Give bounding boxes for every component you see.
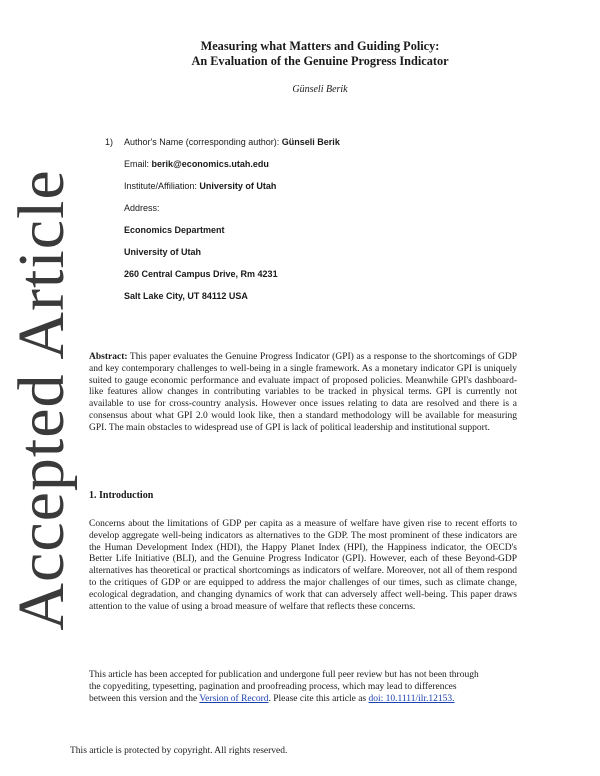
author-name-value: Günseli Berik — [281, 137, 340, 147]
abstract-paragraph — [89, 352, 517, 435]
copyright-footer: This article is protected by copyright. All rights reserved. — [70, 746, 288, 756]
email-line — [124, 158, 544, 170]
author-name-label: Author's Name (corresponding author): — [124, 137, 282, 147]
abstract-label: Abstract: — [89, 352, 128, 362]
watermark-text: Accepted Article — [5, 169, 78, 631]
affiliation-value: University of Utah — [199, 181, 277, 191]
introduction-paragraph: Concerns about the limitations of GDP per capita as a measure of welfare have given rise to recent efforts to develop aggregate well-being indicators as alternatives to the GDP. The most prominent of these indicators are the Human Development Index (HDI), the Happy Planet Index (HPI), the Happiness indicator, the OECD's Better Life Initiative (BLI), and the Genuine Progress Indicator (GPI). However, each of these Beyond-GDP alternatives has theoretical or practical shortcomings as indicators of welfare. Moreover, not all of them respond to the critiques of GDP or are equipped to address the major challenges of our times, such as climate change, ecological degradation, and changing dynamics of work that can adversely affect well-being. This paper draws attention to the value of using a broad measure of welfare that reflects these concerns. — [89, 519, 517, 612]
affiliation-line — [124, 180, 544, 192]
address-label: Address: — [124, 203, 160, 213]
address-line-1: Economics Department — [124, 225, 225, 235]
author-byline: Günseli Berik — [292, 84, 348, 95]
email-value[interactable]: berik@economics.utah.edu — [151, 159, 269, 169]
notice-text-before: This article has been accepted for publication and undergone full peer review but has not been through the copyediting, typesetting, pagination and proofreading process, which may lead to differences between this version and the — [89, 670, 479, 704]
affiliation-label: Institute/Affiliation: — [124, 181, 200, 191]
address-line-3: 260 Central Campus Drive, Rm 4231 — [124, 269, 278, 279]
email-label: Email: — [124, 159, 152, 169]
version-of-record-link[interactable]: Version of Record — [199, 693, 269, 704]
accepted-article-notice — [89, 670, 489, 705]
accepted-article-watermark — [4, 150, 80, 650]
abstract-text: This paper evaluates the Genuine Progress Indicator (GPI) as a response to the shortcomings of GDP and key contemporary challenges to well-being in a single framework. As a monetary indicator GPI is uniquely suited to gauge economic performance and evaluate impact of proposed policies. Meanwhile GPI's dashboard-like features allow changes in contributing variables to be tracked in physical terms. GPI is currently not available to use for cross-country analysis. However once issues relating to data are resolved and there is a consensus about what GPI 2.0 would look like, then a standard methodology will be available for measuring GPI. The main obstacles to widespread use of GPI is lack of political leadership and institutional support. — [89, 352, 517, 433]
paper-title-line-1: Measuring what Matters and Guiding Policy: — [200, 39, 440, 53]
address-line-2: University of Utah — [124, 247, 202, 257]
paper-title-line-2: An Evaluation of the Genuine Progress Indicator — [191, 54, 449, 68]
address-line-4: Salt Lake City, UT 84112 USA — [124, 291, 248, 301]
author-number: 1) — [105, 137, 114, 147]
introduction-heading: 1. Introduction — [89, 490, 154, 501]
doi-link[interactable]: doi: 10.1111/ilr.12153. — [368, 693, 455, 704]
author-name-line — [105, 136, 525, 148]
notice-text-mid: . Please cite this article as — [268, 693, 369, 704]
